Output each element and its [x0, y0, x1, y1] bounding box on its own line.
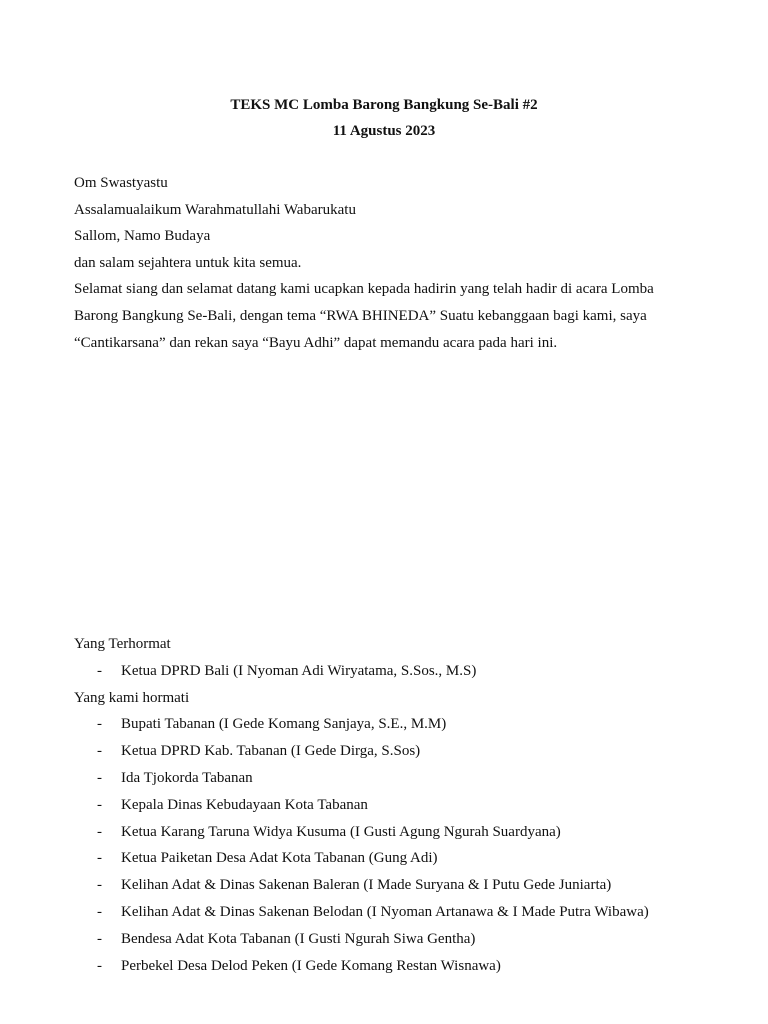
opening-paragraph-line: “Cantikarsana” dan rekan saya “Bayu Adhi” dapat memandu acara pada hari ini. [74, 334, 558, 351]
bullet-dash: - [97, 957, 102, 974]
bullet-dash: - [97, 930, 102, 947]
list-item-text: Ketua DPRD Bali (I Nyoman Adi Wiryatama, S.Sos., M.S) [121, 662, 477, 679]
bullet-dash: - [97, 903, 102, 920]
group-heading-terhormat: Yang Terhormat [74, 636, 171, 652]
list-item [74, 872, 714, 899]
greeting-line: Om Swastyastu [74, 175, 168, 191]
list-item [74, 792, 714, 819]
list-item [74, 926, 714, 953]
list-item [74, 738, 714, 765]
list-item [74, 953, 714, 980]
list-item-text: Bupati Tabanan (I Gede Komang Sanjaya, S.E., M.M) [121, 716, 447, 733]
bullet-dash: - [97, 877, 102, 894]
greeting-line: dan salam sejahtera untuk kita semua. [74, 254, 302, 271]
greeting-line: Assalamualaikum Warahmatullahi Wabarukatu [74, 201, 356, 218]
bullet-dash: - [97, 823, 102, 840]
list-item-text: Kepala Dinas Kebudayaan Kota Tabanan [121, 796, 368, 813]
list-item-text: Kelihan Adat & Dinas Sakenan Belodan (I Nyoman Artanawa & I Made Putra Wibawa) [121, 903, 649, 920]
opening-section [74, 170, 694, 356]
bullet-dash: - [97, 743, 102, 760]
opening-paragraph-line: Selamat siang dan selamat datang kami ucapkan kepada hadirin yang telah hadir di acara Lomba [74, 281, 654, 298]
list-item-text: Kelihan Adat & Dinas Sakenan Baleran (I Made Suryana & I Putu Gede Juniarta) [121, 877, 612, 894]
list-item-text: Ketua Paiketan Desa Adat Kota Tabanan (Gung Adi) [121, 850, 438, 867]
list-item [74, 819, 714, 846]
list-item-text: Bendesa Adat Kota Tabanan (I Gusti Ngurah Siwa Gentha) [121, 930, 476, 947]
list-item [74, 765, 714, 792]
bullet-dash: - [97, 662, 102, 679]
list-item [74, 658, 714, 685]
bullet-dash: - [97, 796, 102, 813]
document-header [0, 92, 768, 144]
list-item [74, 845, 714, 872]
group-heading-hormati: Yang kami hormati [74, 689, 190, 706]
list-item [74, 711, 714, 738]
hormati-list [74, 711, 714, 979]
bullet-dash: - [97, 850, 102, 867]
list-item [74, 899, 714, 926]
list-item-text: Perbekel Desa Delod Peken (I Gede Komang Restan Wisnawa) [121, 957, 501, 974]
honored-guests-section [74, 631, 714, 979]
list-item-text: Ketua Karang Taruna Widya Kusuma (I Gusti Agung Ngurah Suardyana) [121, 823, 561, 840]
list-item-text: Ketua DPRD Kab. Tabanan (I Gede Dirga, S.Sos) [121, 743, 421, 760]
terhormat-list [74, 658, 714, 685]
bullet-dash: - [97, 769, 102, 786]
bullet-dash: - [97, 716, 102, 733]
opening-paragraph-line: Barong Bangkung Se-Bali, dengan tema “RWA BHINEDA” Suatu kebanggaan bagi kami, saya [74, 307, 647, 324]
document-date: 11 Agustus 2023 [332, 123, 436, 139]
greeting-line: Sallom, Namo Budaya [74, 228, 211, 245]
list-item-text: Ida Tjokorda Tabanan [121, 769, 253, 786]
document-title: TEKS MC Lomba Barong Bangkung Se-Bali #2 [230, 97, 538, 113]
